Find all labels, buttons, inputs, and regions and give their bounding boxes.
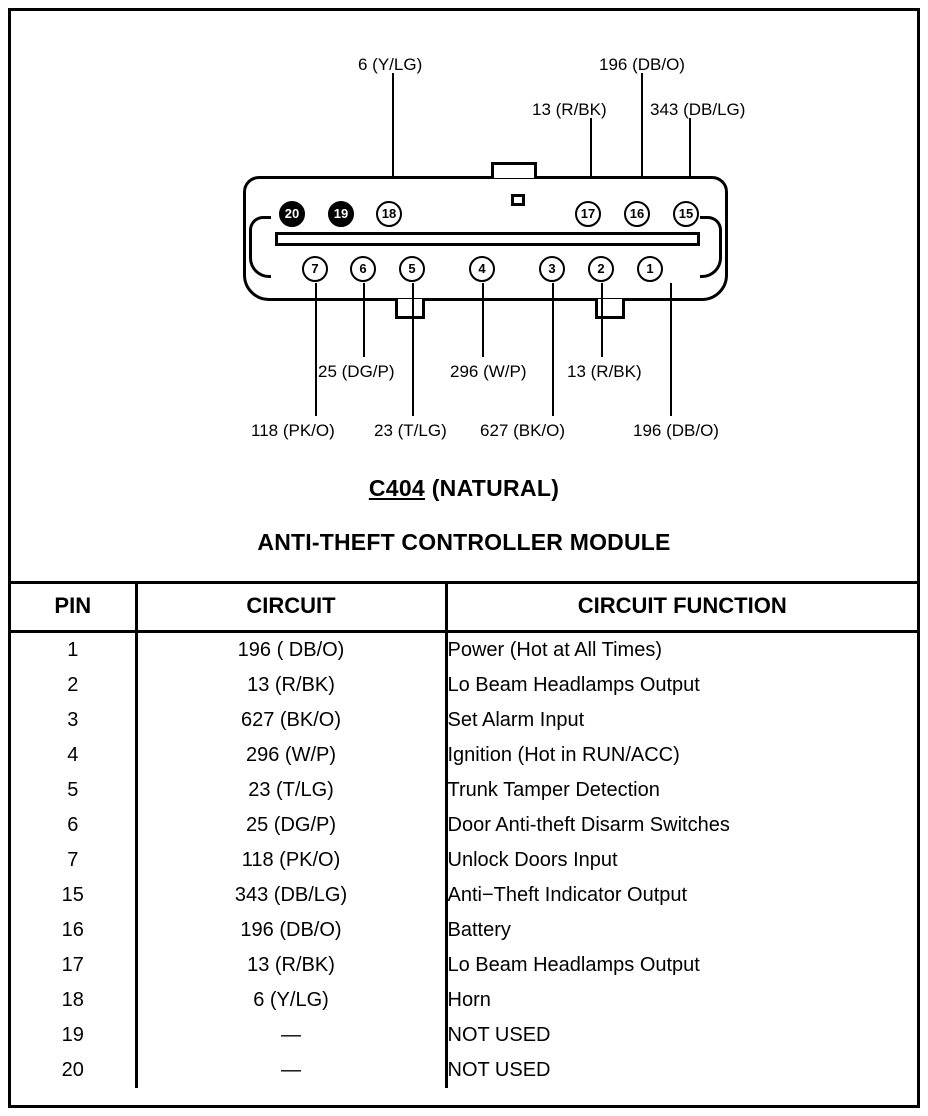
pin-17: 17 [575, 201, 601, 227]
wire-label-196-dbo-bottom: 196 (DB/O) [633, 421, 719, 440]
column-header-pin: PIN [11, 584, 136, 632]
table-header-row [11, 584, 917, 632]
cell-circuit: 196 ( DB/O) [136, 632, 446, 669]
leader-line-2 [601, 283, 603, 357]
wire-label-343-dblg: 343 (DB/LG) [650, 100, 746, 119]
cell-function: Door Anti-theft Disarm Switches [447, 814, 730, 836]
pin-4: 4 [469, 256, 495, 282]
cell-circuit: 13 (R/BK) [136, 668, 446, 703]
table-row [11, 913, 917, 948]
cell-function: Trunk Tamper Detection [447, 779, 660, 801]
cell-function: Anti−Theft Indicator Output [447, 884, 688, 906]
cell-circuit: 25 (DG/P) [136, 808, 446, 843]
table-row [11, 808, 917, 843]
leader-line-6 [363, 283, 365, 357]
connector-notch [511, 194, 525, 206]
cell-circuit: 23 (T/LG) [136, 773, 446, 808]
leader-line-3 [552, 283, 554, 416]
pin-18: 18 [376, 201, 402, 227]
connector-diagram [11, 11, 917, 581]
wire-label-196-dbo-top: 196 (DB/O) [599, 55, 685, 74]
pin-20: 20 [279, 201, 305, 227]
leader-line-1 [670, 283, 672, 416]
cell-pin: 20 [11, 1053, 136, 1088]
wire-label-296-wp: 296 (W/P) [450, 362, 527, 381]
cell-circuit: — [136, 1018, 446, 1053]
cell-function: Ignition (Hot in RUN/ACC) [447, 744, 680, 766]
cell-function: Power (Hot at All Times) [447, 639, 663, 661]
cell-pin: 16 [11, 913, 136, 948]
wire-label-23-tlg: 23 (T/LG) [374, 421, 447, 440]
connector-foot-left [395, 299, 425, 319]
pin-3: 3 [539, 256, 565, 282]
pin-6: 6 [350, 256, 376, 282]
pin-5: 5 [399, 256, 425, 282]
table-row [11, 632, 917, 669]
leader-line-5 [412, 283, 414, 416]
cell-function: Lo Beam Headlamps Output [447, 674, 700, 696]
cell-function: Unlock Doors Input [447, 849, 618, 871]
cell-function: Horn [447, 989, 491, 1011]
cell-circuit: 118 (PK/O) [136, 843, 446, 878]
wire-label-627-bko: 627 (BK/O) [480, 421, 566, 440]
cell-circuit: 6 (Y/LG) [136, 983, 446, 1018]
table-row [11, 773, 917, 808]
cell-pin: 5 [11, 773, 136, 808]
cell-pin: 3 [11, 703, 136, 738]
wire-label-6-ylg: 6 (Y/LG) [358, 55, 423, 74]
connector-title [11, 475, 917, 502]
table-row [11, 878, 917, 913]
connector-divider-bar [275, 232, 700, 246]
connector-foot-right [595, 299, 625, 319]
cell-pin: 1 [11, 632, 136, 669]
cell-pin: 2 [11, 668, 136, 703]
wire-label-118-pko: 118 (PK/O) [251, 421, 335, 440]
table-row [11, 843, 917, 878]
cell-circuit: — [136, 1053, 446, 1088]
wire-label-13-rbk-bottom: 13 (R/BK) [567, 362, 642, 381]
cell-circuit: 343 (DB/LG) [136, 878, 446, 913]
cell-pin: 7 [11, 843, 136, 878]
leader-line-4 [482, 283, 484, 357]
pin-15: 15 [673, 201, 699, 227]
pin-2: 2 [588, 256, 614, 282]
cell-function: Lo Beam Headlamps Output [447, 954, 700, 976]
cell-circuit: 296 (W/P) [136, 738, 446, 773]
table-row [11, 668, 917, 703]
connector-code: C404 [368, 475, 426, 501]
pin-1: 1 [637, 256, 663, 282]
connector-left-keyway [249, 216, 271, 278]
pin-table-wrap [11, 581, 917, 1108]
table-row [11, 1018, 917, 1053]
pin-7: 7 [302, 256, 328, 282]
cell-pin: 18 [11, 983, 136, 1018]
cell-circuit: 13 (R/BK) [136, 948, 446, 983]
table-row [11, 703, 917, 738]
cell-circuit: 627 (BK/O) [136, 703, 446, 738]
connector-title-suffix: (NATURAL) [425, 475, 560, 501]
cell-circuit: 196 (DB/O) [136, 913, 446, 948]
connector-top-tab [491, 162, 537, 178]
table-row [11, 948, 917, 983]
pin-table [11, 584, 917, 1088]
pin-19: 19 [328, 201, 354, 227]
table-row [11, 738, 917, 773]
cell-pin: 17 [11, 948, 136, 983]
cell-pin: 6 [11, 808, 136, 843]
cell-function: NOT USED [447, 1059, 551, 1081]
cell-function: Battery [447, 919, 511, 941]
column-header-function: CIRCUIT FUNCTION [446, 584, 917, 632]
cell-pin: 19 [11, 1018, 136, 1053]
column-header-circuit: CIRCUIT [136, 584, 446, 632]
cell-function: Set Alarm Input [447, 709, 585, 731]
cell-pin: 15 [11, 878, 136, 913]
cell-function: NOT USED [447, 1024, 551, 1046]
wire-label-25-dgp: 25 (DG/P) [318, 362, 395, 381]
table-row [11, 983, 917, 1018]
pin-16: 16 [624, 201, 650, 227]
connector-right-keyway [700, 216, 722, 278]
wire-label-13-rbk-top: 13 (R/BK) [532, 100, 607, 119]
cell-pin: 4 [11, 738, 136, 773]
module-title: ANTI-THEFT CONTROLLER MODULE [257, 529, 671, 555]
leader-line-7 [315, 283, 317, 416]
table-row [11, 1053, 917, 1088]
